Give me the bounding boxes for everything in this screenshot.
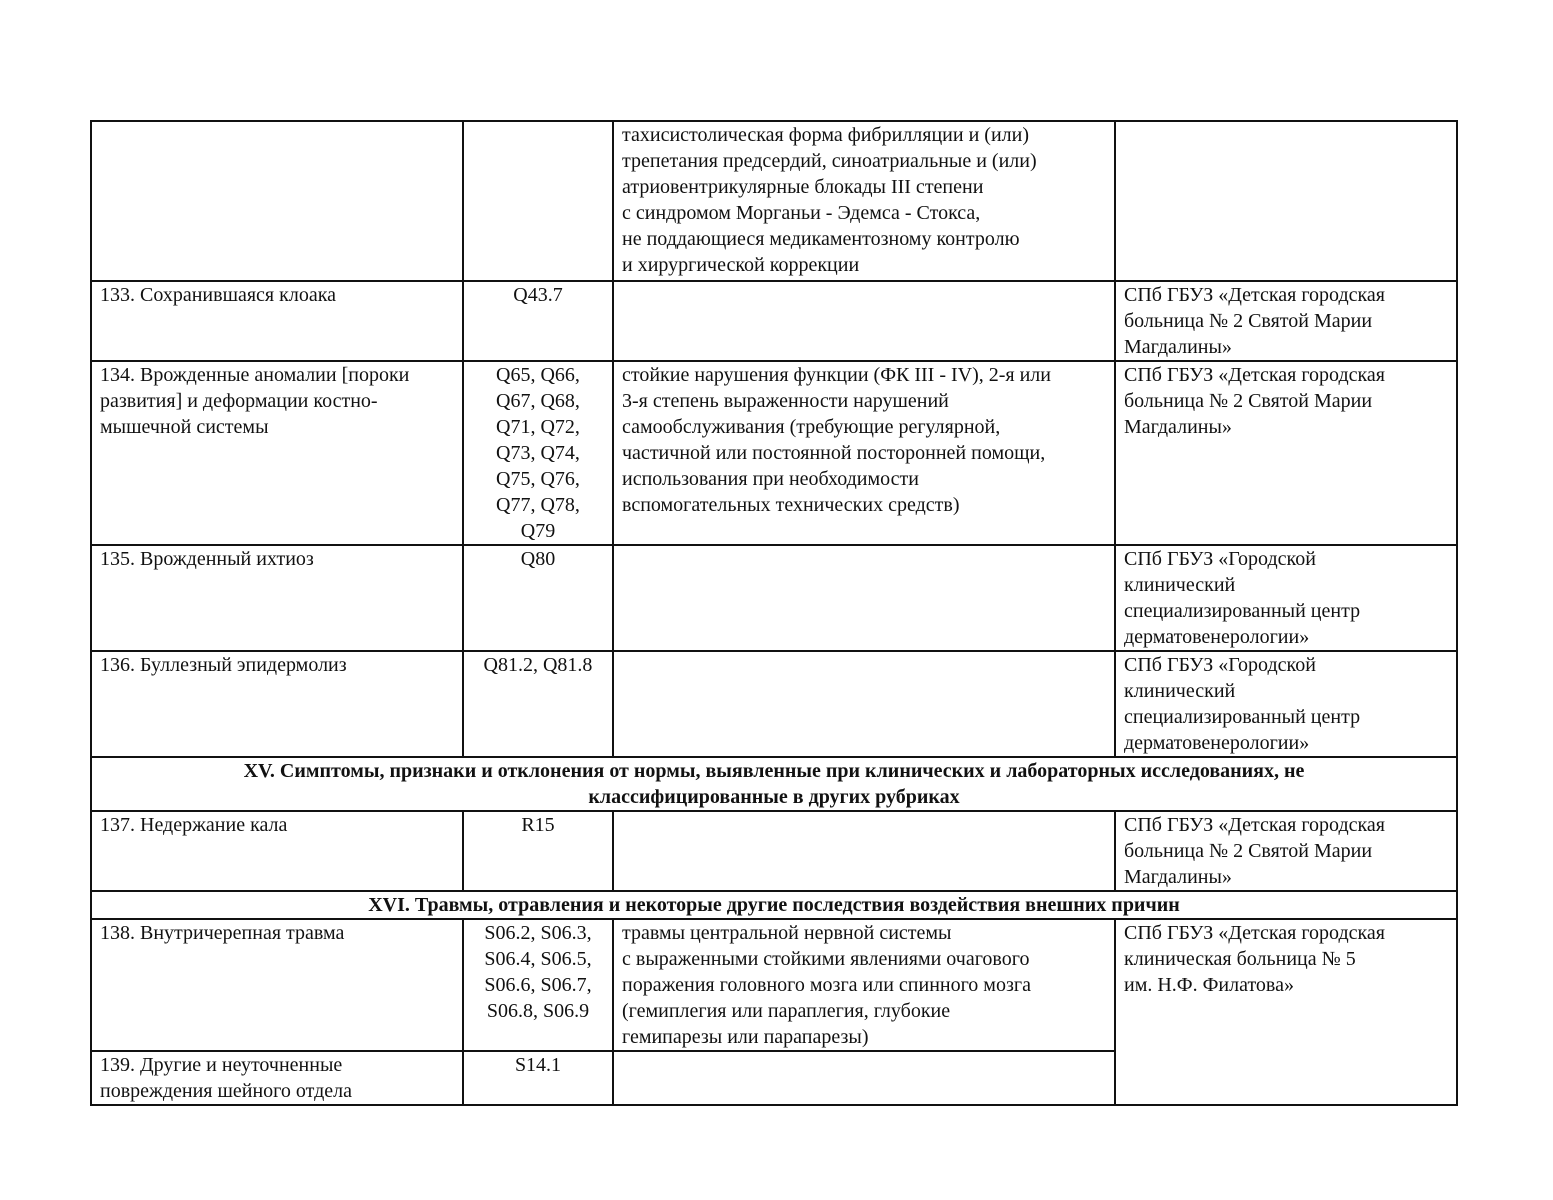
organization-line: дерматовенерологии» <box>1124 626 1310 648</box>
name-cell <box>91 651 463 757</box>
description-cell <box>613 811 1115 891</box>
icd-code: Q67, Q68, <box>496 390 580 412</box>
name-cell <box>91 811 463 891</box>
icd-code: S06.2, S06.3, <box>484 922 592 944</box>
icd-code: Q80 <box>520 548 556 570</box>
organization-line: больница № 2 Святой Марии <box>1124 390 1373 412</box>
organization-line: дерматовенерологии» <box>1124 732 1310 754</box>
code-cell <box>463 361 613 545</box>
diagnosis-name: развития] и деформации костно- <box>100 390 378 412</box>
icd-code: S14.1 <box>514 1054 562 1076</box>
icd-code: Q75, Q76, <box>496 468 580 490</box>
table-row-133 <box>91 281 1457 361</box>
organization-line: клинический <box>1124 574 1236 596</box>
section-heading-xvi <box>91 891 1457 919</box>
icd-code: Q71, Q72, <box>496 416 580 438</box>
name-cell <box>91 281 463 361</box>
section-header-row <box>91 757 1457 811</box>
organization-line: СПб ГБУЗ «Детская городская <box>1124 922 1386 944</box>
organization-line: Магдалины» <box>1124 866 1232 888</box>
section-heading-line: классифицированные в других рубриках <box>588 786 960 808</box>
icd-code: Q81.2, Q81.8 <box>483 654 593 676</box>
organization-line: Магдалины» <box>1124 336 1232 358</box>
name-cell <box>91 361 463 545</box>
section-heading-xv <box>91 757 1457 811</box>
code-cell <box>463 121 613 281</box>
organization-line: СПб ГБУЗ «Детская городская <box>1124 284 1386 306</box>
organization-line: больница № 2 Святой Марии <box>1124 310 1373 332</box>
code-cell <box>463 651 613 757</box>
description-line: атриовентрикулярные блокады III степени <box>622 176 984 198</box>
description-cell <box>613 281 1115 361</box>
icd-code: S06.4, S06.5, <box>484 948 592 970</box>
description-cell <box>613 651 1115 757</box>
name-cell <box>91 545 463 651</box>
diagnosis-name: 134. Врожденные аномалии [пороки <box>100 364 410 386</box>
icd-code: Q65, Q66, <box>496 364 580 386</box>
document-page <box>90 120 1456 1106</box>
diagnosis-name: мышечной системы <box>100 416 269 438</box>
diagnosis-name: 139. Другие и неуточненные <box>100 1054 343 1076</box>
organization-line: клиническая больница № 5 <box>1124 948 1356 970</box>
organization-line: больница № 2 Святой Марии <box>1124 840 1373 862</box>
icd-code: Q77, Q78, <box>496 494 580 516</box>
diagnosis-name: 136. Буллезный эпидермолиз <box>100 654 347 676</box>
description-line: вспомогательных технических средств) <box>622 494 960 516</box>
description-line: не поддающиеся медикаментозному контролю <box>622 228 1020 250</box>
description-line: использования при необходимости <box>622 468 919 490</box>
organization-line: СПб ГБУЗ «Городской <box>1124 548 1316 570</box>
section-heading-line: XV. Симптомы, признаки и отклонения от нормы, выявленные при клинических и лабораторных исследованиях, не <box>243 760 1305 782</box>
diagnosis-table <box>90 120 1458 1106</box>
description-line: с выраженными стойкими явлениями очагового <box>622 948 1030 970</box>
icd-code: Q73, Q74, <box>496 442 580 464</box>
organization-cell <box>1115 545 1457 651</box>
icd-code: S06.8, S06.9 <box>486 1000 590 1022</box>
table-row-138 <box>91 919 1457 1051</box>
name-cell <box>91 121 463 281</box>
organization-line: СПб ГБУЗ «Городской <box>1124 654 1316 676</box>
section-heading-line: XVI. Травмы, отравления и некоторые другие последствия воздействия внешних причин <box>368 894 1180 916</box>
name-cell <box>91 1051 463 1105</box>
description-cell <box>613 361 1115 545</box>
organization-cell <box>1115 919 1457 1105</box>
description-line: частичной или постоянной посторонней помощи, <box>622 442 1046 464</box>
section-header-row <box>91 891 1457 919</box>
icd-code: R15 <box>521 814 555 836</box>
table-row-135 <box>91 545 1457 651</box>
organization-line: клинический <box>1124 680 1236 702</box>
table-row-136 <box>91 651 1457 757</box>
organization-cell <box>1115 361 1457 545</box>
diagnosis-name: 135. Врожденный ихтиоз <box>100 548 314 570</box>
description-line: трепетания предсердий, синоатриальные и (или) <box>622 150 1037 172</box>
organization-line: специализированный центр <box>1124 706 1361 728</box>
description-line: с синдромом Морганьи - Эдемса - Стокса, <box>622 202 981 224</box>
code-cell <box>463 919 613 1051</box>
description-line: и хирургической коррекции <box>622 254 860 276</box>
organization-line: им. Н.Ф. Филатова» <box>1124 974 1294 996</box>
organization-cell <box>1115 811 1457 891</box>
description-cell <box>613 545 1115 651</box>
organization-line: Магдалины» <box>1124 416 1232 438</box>
description-line: травмы центральной нервной системы <box>622 922 952 944</box>
organization-line: СПб ГБУЗ «Детская городская <box>1124 814 1386 836</box>
description-line: (гемиплегия или параплегия, глубокие <box>622 1000 951 1022</box>
description-line: 3-я степень выраженности нарушений <box>622 390 949 412</box>
description-cell <box>613 1051 1115 1105</box>
name-cell <box>91 919 463 1051</box>
description-line: стойкие нарушения функции (ФК III - IV), 2-я или <box>622 364 1051 386</box>
code-cell <box>463 545 613 651</box>
icd-code: S06.6, S06.7, <box>484 974 592 996</box>
organization-cell <box>1115 281 1457 361</box>
table-row-134 <box>91 361 1457 545</box>
code-cell <box>463 281 613 361</box>
diagnosis-name: 137. Недержание кала <box>100 814 288 836</box>
description-line: поражения головного мозга или спинного мозга <box>622 974 1031 996</box>
table-row-continuation <box>91 121 1457 281</box>
icd-code: Q79 <box>520 520 556 542</box>
description-line: самообслуживания (требующие регулярной, <box>622 416 1001 438</box>
organization-line: СПб ГБУЗ «Детская городская <box>1124 364 1386 386</box>
table-row-137 <box>91 811 1457 891</box>
diagnosis-name: 133. Сохранившаяся клоака <box>100 284 336 306</box>
organization-line: специализированный центр <box>1124 600 1361 622</box>
code-cell <box>463 811 613 891</box>
diagnosis-name: повреждения шейного отдела <box>100 1080 353 1102</box>
diagnosis-name: 138. Внутричерепная травма <box>100 922 345 944</box>
icd-code: Q43.7 <box>513 284 563 306</box>
description-line: гемипарезы или парапарезы) <box>622 1026 869 1048</box>
description-cell <box>613 919 1115 1051</box>
organization-cell <box>1115 121 1457 281</box>
description-cell <box>613 121 1115 281</box>
organization-cell <box>1115 651 1457 757</box>
code-cell <box>463 1051 613 1105</box>
description-line: тахисистолическая форма фибрилляции и (или) <box>622 124 1029 146</box>
